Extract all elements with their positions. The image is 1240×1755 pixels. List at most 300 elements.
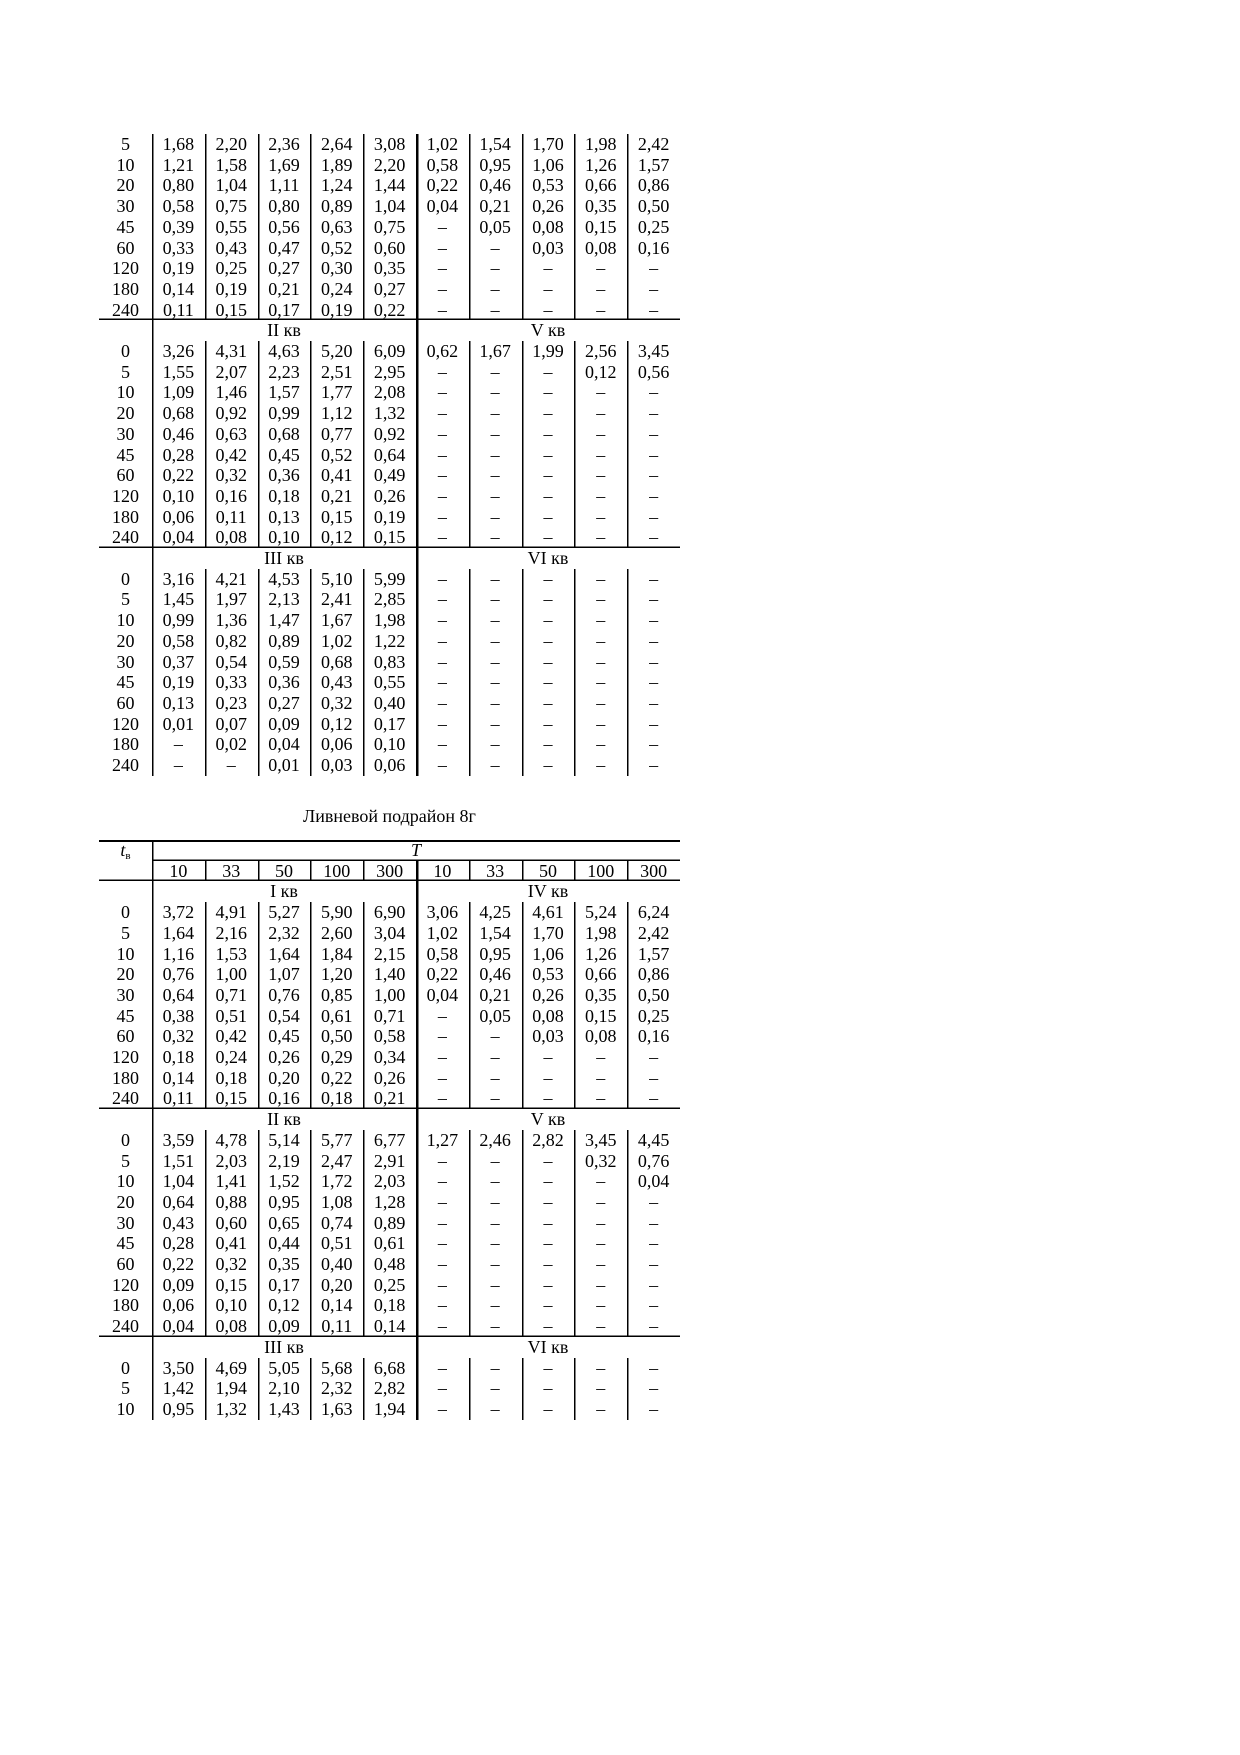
value-cell: – (574, 507, 627, 528)
value-cell: 0,18 (363, 1295, 416, 1316)
value-cell: 0,10 (205, 1295, 258, 1316)
value-cell: – (574, 672, 627, 693)
value-cell: – (627, 1399, 680, 1420)
value-cell: 0,46 (469, 175, 522, 196)
value-cell: 0,16 (627, 1026, 680, 1047)
value-cell: – (627, 1275, 680, 1296)
quarter-row (99, 1337, 680, 1358)
value-cell: 0,21 (258, 279, 311, 300)
value-cell: 0,22 (416, 964, 469, 985)
table-body (99, 134, 680, 776)
value-cell: 0,95 (469, 155, 522, 176)
table-row (99, 1399, 680, 1420)
value-cell: – (416, 1192, 469, 1213)
value-cell: 1,98 (363, 610, 416, 631)
value-cell: 0,27 (363, 279, 416, 300)
value-cell: 0,08 (205, 1316, 258, 1337)
value-cell: 1,45 (152, 589, 205, 610)
value-cell: 0,10 (258, 527, 311, 548)
duration-cell: 0 (121, 1129, 130, 1150)
value-cell: 0,23 (205, 693, 258, 714)
value-cell: 1,72 (310, 1171, 363, 1192)
value-cell: – (574, 652, 627, 673)
value-cell: – (416, 238, 469, 259)
value-cell: 3,16 (152, 569, 205, 590)
value-cell: 0,74 (310, 1213, 363, 1234)
quarter-label-left: II кв (152, 320, 416, 341)
duration-subscript: в (125, 850, 131, 862)
value-cell: 4,31 (205, 341, 258, 362)
value-cell: – (627, 1088, 680, 1109)
value-cell: 0,19 (152, 672, 205, 693)
value-cell: 0,15 (574, 217, 627, 238)
table-row (99, 985, 680, 1006)
duration-cell: 5 (121, 1378, 130, 1399)
value-cell: – (574, 1275, 627, 1296)
value-cell: 0,22 (363, 300, 416, 321)
value-cell: 1,02 (310, 631, 363, 652)
value-cell: – (416, 217, 469, 238)
value-cell: 0,35 (258, 1254, 311, 1275)
value-cell: 0,25 (363, 1275, 416, 1296)
value-cell: – (522, 465, 575, 486)
value-cell: 0,42 (205, 1026, 258, 1047)
value-cell: 0,44 (258, 1233, 311, 1254)
value-cell: – (522, 1316, 575, 1337)
value-cell: 0,13 (258, 507, 311, 528)
value-cell: 2,51 (310, 362, 363, 383)
value-cell: 4,69 (205, 1358, 258, 1379)
value-cell: – (469, 1399, 522, 1420)
value-cell: – (522, 382, 575, 403)
value-cell: 0,19 (205, 279, 258, 300)
value-cell: 0,12 (310, 714, 363, 735)
value-cell: 0,15 (205, 300, 258, 321)
table-row (99, 734, 680, 755)
value-cell: 1,41 (205, 1171, 258, 1192)
value-cell: 0,32 (205, 1254, 258, 1275)
duration-cell: 30 (116, 423, 135, 444)
table-row (99, 134, 680, 155)
value-cell: 4,25 (469, 902, 522, 923)
value-cell: 0,18 (310, 1088, 363, 1109)
value-cell: 5,68 (310, 1358, 363, 1379)
value-cell: – (627, 589, 680, 610)
duration-cell: 5 (121, 1150, 130, 1171)
table-row (99, 944, 680, 965)
value-cell: – (627, 403, 680, 424)
value-cell: 0,51 (205, 1006, 258, 1027)
value-cell: 0,40 (310, 1254, 363, 1275)
value-cell: – (574, 1295, 627, 1316)
value-cell: – (416, 258, 469, 279)
table-row (99, 1295, 680, 1316)
value-cell: 1,77 (310, 382, 363, 403)
table-row (99, 362, 680, 383)
value-cell: – (522, 1151, 575, 1172)
value-cell: 0,32 (152, 1026, 205, 1047)
value-cell: – (522, 403, 575, 424)
value-cell: – (574, 1254, 627, 1275)
value-cell: 0,41 (205, 1233, 258, 1254)
value-cell: 0,03 (522, 1026, 575, 1047)
value-cell: 0,95 (152, 1399, 205, 1420)
value-cell: 0,51 (310, 1233, 363, 1254)
value-cell: 0,64 (152, 1192, 205, 1213)
table-row (99, 610, 680, 631)
duration-cell: 5 (121, 134, 130, 154)
duration-cell: 5 (121, 922, 130, 943)
value-cell: 0,25 (627, 217, 680, 238)
value-cell: – (574, 1399, 627, 1420)
value-cell: – (574, 1047, 627, 1068)
duration-cell: 30 (116, 196, 135, 217)
duration-cell: 5 (121, 589, 130, 610)
duration-cell: 0 (121, 568, 130, 589)
value-cell: 0,26 (522, 985, 575, 1006)
period-cell: 100 (574, 861, 627, 882)
value-cell: 0,04 (416, 985, 469, 1006)
value-cell: 0,80 (152, 175, 205, 196)
quarter-label-right: V кв (416, 320, 680, 341)
value-cell: 0,20 (258, 1068, 311, 1089)
value-cell: – (416, 1088, 469, 1109)
value-cell: – (574, 610, 627, 631)
table-row (99, 507, 680, 528)
duration-cell: 20 (116, 964, 135, 985)
value-cell: 5,27 (258, 902, 311, 923)
value-cell: 0,15 (205, 1088, 258, 1109)
value-cell: 0,18 (152, 1047, 205, 1068)
value-cell: 0,66 (574, 175, 627, 196)
value-cell: 1,51 (152, 1151, 205, 1172)
value-cell: 0,42 (205, 445, 258, 466)
value-cell: 0,16 (627, 238, 680, 259)
value-cell: – (522, 734, 575, 755)
value-cell: 2,07 (205, 362, 258, 383)
quarter-label-left: III кв (152, 548, 416, 569)
value-cell: 2,36 (258, 134, 311, 155)
period-cell: 10 (416, 861, 469, 882)
period-cell: 33 (469, 861, 522, 882)
value-cell: 0,77 (310, 424, 363, 445)
value-cell: – (574, 569, 627, 590)
value-cell: – (574, 1213, 627, 1234)
value-cell: 0,45 (258, 1026, 311, 1047)
value-cell: 0,06 (363, 755, 416, 776)
value-cell: 0,19 (152, 258, 205, 279)
duration-cell: 0 (121, 341, 130, 362)
value-cell: 0,18 (258, 486, 311, 507)
value-cell: – (469, 1275, 522, 1296)
table-row (99, 1378, 680, 1399)
value-cell: – (469, 1171, 522, 1192)
table-row (99, 445, 680, 466)
value-cell: 2,20 (205, 134, 258, 155)
value-cell: 0,89 (258, 631, 311, 652)
duration-cell: 10 (116, 943, 135, 964)
value-cell: 0,85 (310, 985, 363, 1006)
value-cell: – (627, 507, 680, 528)
runoff-table-continued (99, 134, 680, 776)
value-cell: – (522, 1378, 575, 1399)
value-cell: 1,53 (205, 944, 258, 965)
value-cell: – (469, 693, 522, 714)
value-cell: – (574, 1358, 627, 1379)
value-cell: 0,75 (205, 196, 258, 217)
value-cell: – (522, 1171, 575, 1192)
value-cell: 1,46 (205, 382, 258, 403)
value-cell: 5,10 (310, 569, 363, 590)
value-cell: 0,36 (258, 465, 311, 486)
value-cell: 0,35 (574, 985, 627, 1006)
table-row (99, 1047, 680, 1068)
value-cell: – (469, 1088, 522, 1109)
value-cell: 0,08 (574, 238, 627, 259)
table-row (99, 217, 680, 238)
value-cell: 0,04 (627, 1171, 680, 1192)
value-cell: 1,06 (522, 155, 575, 176)
value-cell: 2,95 (363, 362, 416, 383)
duration-cell: 240 (99, 300, 152, 321)
value-cell: 0,50 (627, 196, 680, 217)
duration-cell: 240 (99, 1316, 152, 1337)
value-cell: – (522, 445, 575, 466)
value-cell: 3,50 (152, 1358, 205, 1379)
value-cell: – (416, 1026, 469, 1047)
value-cell: – (522, 631, 575, 652)
value-cell: 2,03 (363, 1171, 416, 1192)
value-cell: 4,53 (258, 569, 311, 590)
value-cell: 0,08 (574, 1026, 627, 1047)
value-cell: – (469, 755, 522, 776)
value-cell: – (469, 527, 522, 548)
value-cell: 5,90 (310, 902, 363, 923)
value-cell: – (574, 1233, 627, 1254)
value-cell: 0,21 (469, 985, 522, 1006)
value-cell: 3,06 (416, 902, 469, 923)
value-cell: – (627, 1316, 680, 1337)
value-cell: 0,30 (310, 258, 363, 279)
value-cell: 2,32 (310, 1378, 363, 1399)
value-cell: – (627, 279, 680, 300)
period-cell: 50 (258, 861, 311, 882)
duration-cell: 180 (112, 1295, 139, 1316)
duration-cell: 30 (116, 651, 135, 672)
value-cell: 5,05 (258, 1358, 311, 1379)
value-cell: 1,57 (627, 155, 680, 176)
table-row (99, 300, 680, 321)
value-cell: – (416, 569, 469, 590)
table-row (99, 465, 680, 486)
value-cell: – (627, 1192, 680, 1213)
value-cell: 0,40 (363, 693, 416, 714)
value-cell: – (522, 589, 575, 610)
value-cell: 2,46 (469, 1130, 522, 1151)
duration-cell: 60 (116, 1026, 135, 1047)
value-cell: 2,15 (363, 944, 416, 965)
value-cell: 2,03 (205, 1151, 258, 1172)
value-cell: – (469, 1295, 522, 1316)
value-cell: 1,70 (522, 134, 575, 155)
value-cell: – (469, 1151, 522, 1172)
value-cell: 6,90 (363, 902, 416, 923)
value-cell: – (416, 1151, 469, 1172)
table-row (99, 424, 680, 445)
value-cell: 0,26 (363, 486, 416, 507)
value-cell: 0,64 (363, 445, 416, 466)
value-cell: 5,24 (574, 902, 627, 923)
value-cell: – (416, 672, 469, 693)
value-cell: 4,45 (627, 1130, 680, 1151)
value-cell: 1,16 (152, 944, 205, 965)
value-cell: 0,17 (258, 300, 311, 321)
value-cell: 0,50 (627, 985, 680, 1006)
duration-cell: 10 (116, 154, 135, 175)
value-cell: 0,50 (310, 1026, 363, 1047)
value-cell: 0,47 (258, 238, 311, 259)
value-cell: 0,32 (205, 465, 258, 486)
table-row (99, 569, 680, 590)
value-cell: – (522, 507, 575, 528)
value-cell: – (469, 734, 522, 755)
value-cell: – (627, 1358, 680, 1379)
header-row (99, 840, 680, 861)
table-row (99, 1254, 680, 1275)
value-cell: 1,54 (469, 134, 522, 155)
table-row (99, 155, 680, 176)
duration-cell: 45 (116, 444, 135, 465)
duration-cell: 20 (116, 175, 135, 196)
value-cell: 0,55 (363, 672, 416, 693)
quarter-row (99, 1109, 680, 1130)
table-row (99, 589, 680, 610)
value-cell: 0,35 (574, 196, 627, 217)
value-cell: – (627, 610, 680, 631)
value-cell: 0,58 (416, 944, 469, 965)
value-cell: 1,04 (152, 1171, 205, 1192)
table-row (99, 652, 680, 673)
value-cell: – (416, 1275, 469, 1296)
value-cell: 0,06 (310, 734, 363, 755)
duration-cell: 180 (112, 734, 139, 755)
value-cell: – (574, 527, 627, 548)
value-cell: – (469, 1233, 522, 1254)
value-cell: 1,36 (205, 610, 258, 631)
value-cell: 0,95 (258, 1192, 311, 1213)
duration-cell: 60 (116, 1254, 135, 1275)
value-cell: – (574, 1378, 627, 1399)
value-cell: 0,32 (310, 693, 363, 714)
value-cell: – (627, 652, 680, 673)
table-row (99, 1006, 680, 1027)
value-cell: 2,13 (258, 589, 311, 610)
value-cell: 0,76 (258, 985, 311, 1006)
value-cell: 0,89 (310, 196, 363, 217)
value-cell: – (416, 279, 469, 300)
value-cell: 0,48 (363, 1254, 416, 1275)
duration-cell: 120 (112, 1047, 139, 1068)
value-cell: – (627, 258, 680, 279)
value-cell: – (574, 734, 627, 755)
value-cell: 0,38 (152, 1006, 205, 1027)
table-row (99, 1316, 680, 1337)
value-cell: – (469, 258, 522, 279)
value-cell: 1,08 (310, 1192, 363, 1213)
value-cell: 0,18 (205, 1068, 258, 1089)
value-cell: – (416, 486, 469, 507)
value-cell: 1,24 (310, 175, 363, 196)
value-cell: – (469, 1026, 522, 1047)
duration-cell: 240 (99, 527, 152, 548)
value-cell: 0,17 (258, 1275, 311, 1296)
value-cell: 0,58 (416, 155, 469, 176)
value-cell: – (627, 1047, 680, 1068)
value-cell: 2,47 (310, 1151, 363, 1172)
duration-cell: 30 (116, 984, 135, 1005)
value-cell: 0,24 (205, 1047, 258, 1068)
value-cell: – (469, 465, 522, 486)
value-cell: 0,58 (152, 631, 205, 652)
value-cell: – (416, 403, 469, 424)
value-cell: – (416, 300, 469, 321)
quarter-row (99, 320, 680, 341)
value-cell: 0,09 (152, 1275, 205, 1296)
value-cell: 0,22 (152, 1254, 205, 1275)
quarter-row-blank (99, 1109, 152, 1130)
value-cell: 0,11 (310, 1316, 363, 1337)
value-cell: 4,21 (205, 569, 258, 590)
table-row (99, 902, 680, 923)
quarter-label-left: III кв (152, 1337, 416, 1358)
value-cell: 0,15 (363, 527, 416, 548)
table-row (99, 1068, 680, 1089)
value-cell: 0,88 (205, 1192, 258, 1213)
value-cell: 0,61 (310, 1006, 363, 1027)
value-cell: 0,12 (258, 1295, 311, 1316)
value-cell: 1,63 (310, 1399, 363, 1420)
value-cell: – (627, 1068, 680, 1089)
value-cell: 6,09 (363, 341, 416, 362)
value-cell: 2,41 (310, 589, 363, 610)
value-cell: – (522, 1213, 575, 1234)
duration-cell: 10 (116, 1171, 135, 1192)
value-cell: – (627, 734, 680, 755)
value-cell: – (574, 279, 627, 300)
value-cell: 2,19 (258, 1151, 311, 1172)
duration-cell: 45 (116, 672, 135, 693)
value-cell: 2,91 (363, 1151, 416, 1172)
value-cell: 3,26 (152, 341, 205, 362)
value-cell: 1,52 (258, 1171, 311, 1192)
value-cell: 1,40 (363, 964, 416, 985)
duration-cell: 240 (99, 1088, 152, 1109)
value-cell: 1,67 (310, 610, 363, 631)
table-row (99, 1213, 680, 1234)
duration-cell: 60 (116, 692, 135, 713)
value-cell: 1,99 (522, 341, 575, 362)
value-cell: 1,42 (152, 1378, 205, 1399)
value-cell: 1,58 (205, 155, 258, 176)
value-cell: – (627, 1233, 680, 1254)
value-cell: 0,11 (152, 1088, 205, 1109)
value-cell: 3,45 (627, 341, 680, 362)
value-cell: 1,09 (152, 382, 205, 403)
value-cell: 0,59 (258, 652, 311, 673)
value-cell: – (574, 755, 627, 776)
value-cell: 1,55 (152, 362, 205, 383)
value-cell: 2,16 (205, 923, 258, 944)
